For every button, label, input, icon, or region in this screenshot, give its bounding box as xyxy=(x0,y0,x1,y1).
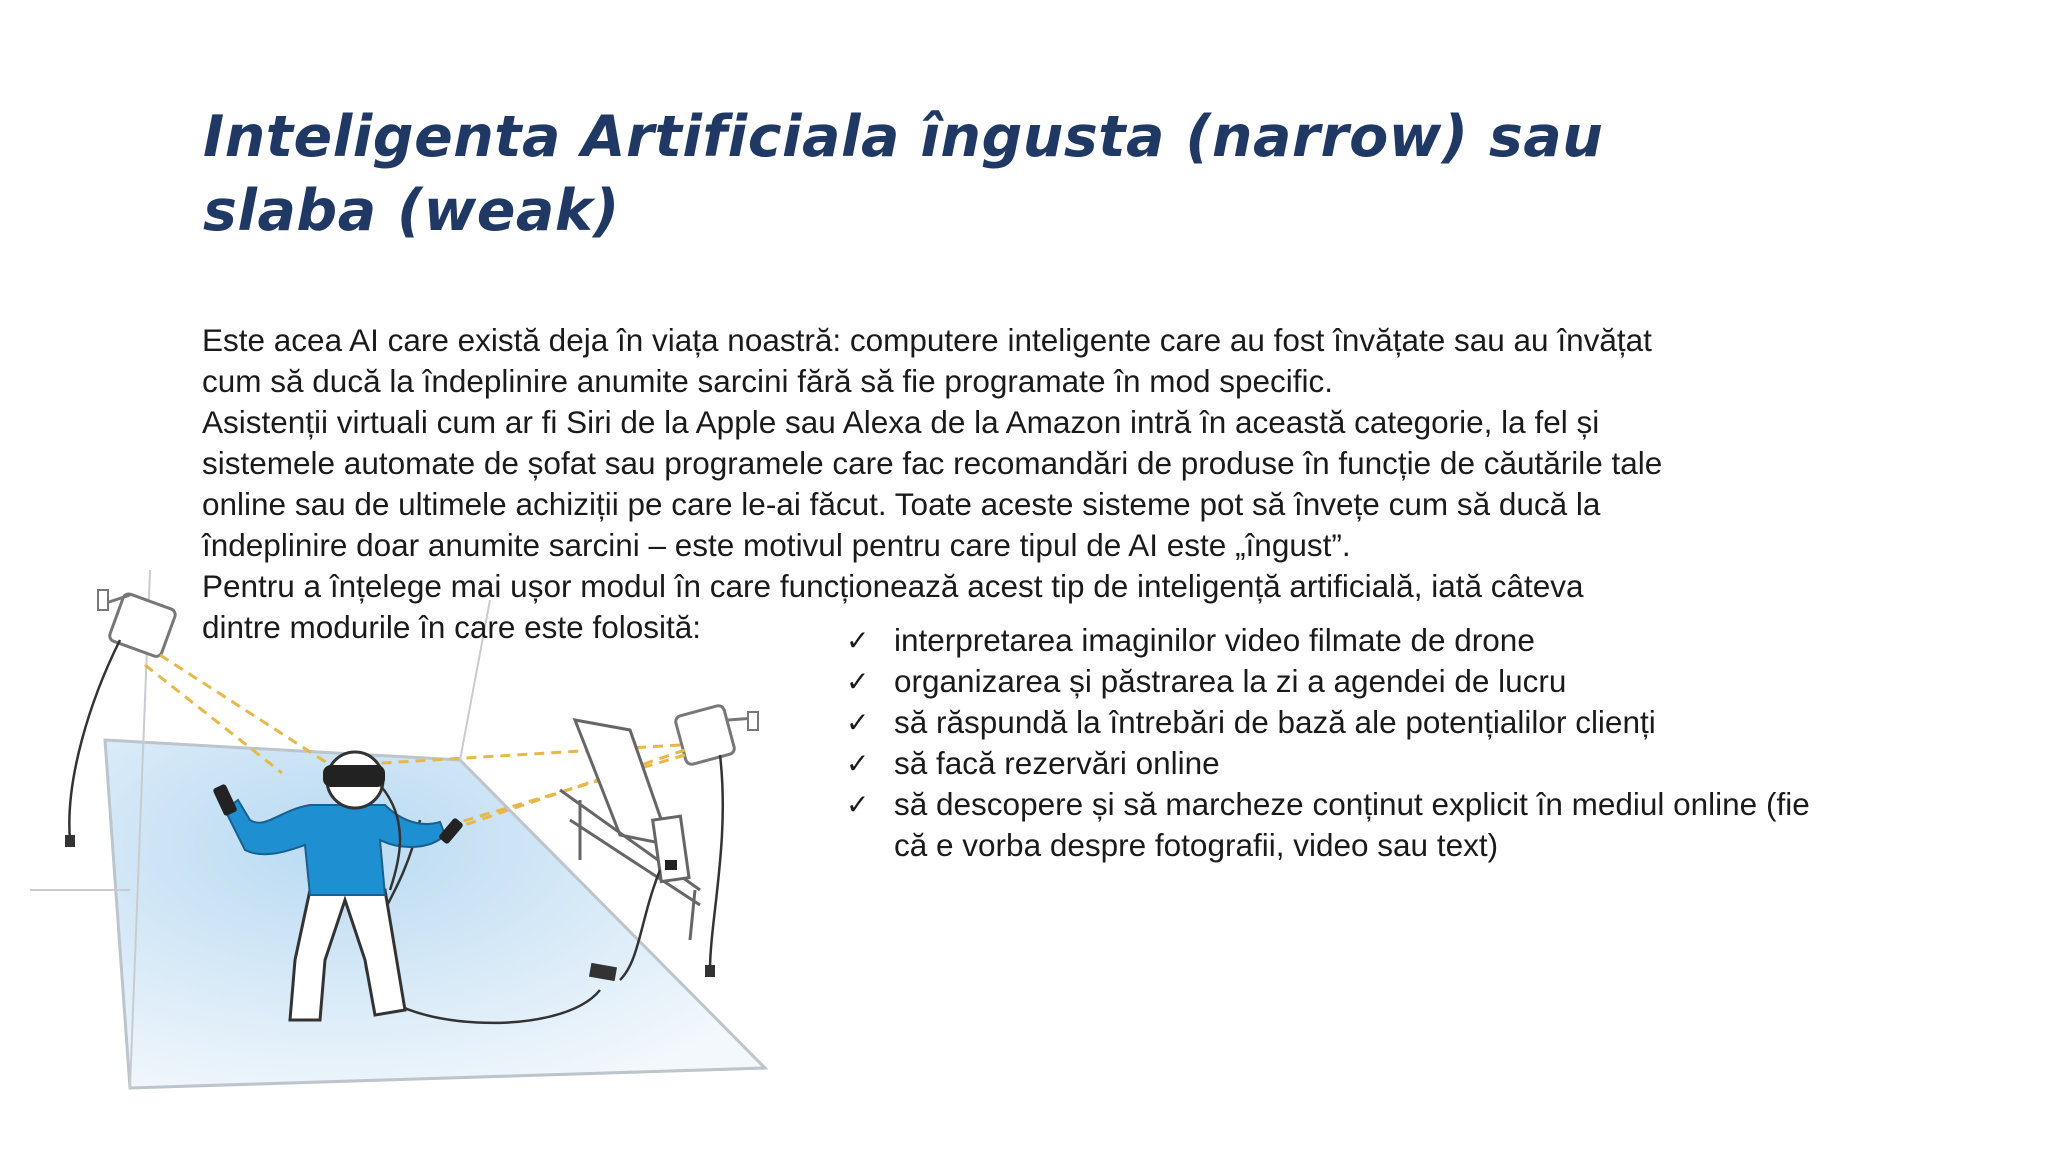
list-item xyxy=(846,743,1996,784)
check-icon: ✓ xyxy=(846,788,870,821)
usage-list xyxy=(846,620,1996,866)
list-item-text: să facă rezervări online xyxy=(894,745,1220,781)
body-line: Asistenții virtuali cum ar fi Siri de la Apple sau Alexa de la Amazon intră în această categorie, la fel și xyxy=(202,404,1600,440)
list-item xyxy=(846,620,1996,661)
list-item xyxy=(846,661,1996,702)
base-station-icon xyxy=(674,704,758,977)
list-item xyxy=(846,702,1996,743)
body-paragraph xyxy=(202,320,1842,648)
list-item-text: interpretarea imaginilor video filmate de drone xyxy=(894,622,1535,658)
body-line: online sau de ultimele achiziții pe care le-ai făcut. Toate aceste sisteme pot să învețe cum să ducă la xyxy=(202,486,1601,522)
slide-title-line: slaba (weak) xyxy=(203,178,620,244)
body-line: Pentru a înțelege mai ușor modul în care funcționează acest tip de inteligență artificială, iată câteva xyxy=(202,568,1584,604)
list-item-text: că e vorba despre fotografii, video sau text) xyxy=(894,827,1499,863)
list-item xyxy=(846,784,1996,866)
slide-title xyxy=(203,100,1703,248)
body-line: cum să ducă la îndeplinire anumite sarcini fără să fie programate în mod specific. xyxy=(202,363,1334,399)
body-line: dintre modurile în care este folosită: xyxy=(202,609,702,645)
body-line: Este acea AI care există deja în viața noastră: computere inteligente care au fost învățate sau au învățat xyxy=(202,322,1652,358)
body-line: îndeplinire doar anumite sarcini – este motivul pentru care tipul de AI este „îngust”. xyxy=(202,527,1351,563)
play-area-floor xyxy=(105,740,765,1088)
check-icon: ✓ xyxy=(846,747,870,780)
body-line: sistemele automate de șofat sau programele care fac recomandări de produse în funcție de căutările tale xyxy=(202,445,1663,481)
slide-title-line: Inteligenta Artificiala îngusta (narrow) sau xyxy=(203,104,1604,170)
list-item-text: să răspundă la întrebări de bază ale potențialilor clienți xyxy=(894,704,1656,740)
check-icon: ✓ xyxy=(846,665,870,698)
check-icon: ✓ xyxy=(846,624,870,657)
check-icon: ✓ xyxy=(846,706,870,739)
list-item-text: să descopere și să marcheze conținut explicit în mediul online (fie xyxy=(894,786,1810,822)
list-item-text: organizarea și păstrarea la zi a agendei de lucru xyxy=(894,663,1567,699)
